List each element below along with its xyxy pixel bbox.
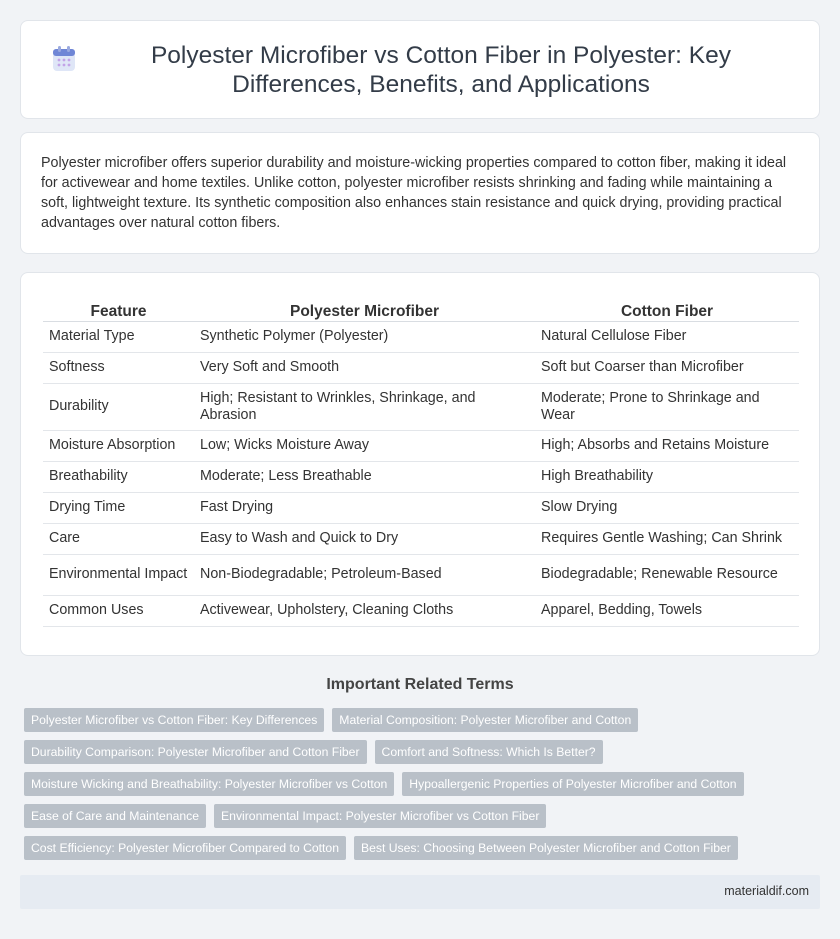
related-tag[interactable]: Ease of Care and Maintenance xyxy=(24,804,206,828)
cell-polyester: Synthetic Polymer (Polyester) xyxy=(194,321,535,352)
related-tag[interactable]: Hypoallergenic Properties of Polyester Microfiber and Cotton xyxy=(402,772,743,796)
related-tag[interactable]: Comfort and Softness: Which Is Better? xyxy=(375,740,603,764)
table-row xyxy=(43,554,799,595)
cell-polyester: Moderate; Less Breathable xyxy=(194,461,535,492)
footer-site-link[interactable]: materialdif.com xyxy=(724,884,809,898)
cell-cotton: Apparel, Bedding, Towels xyxy=(535,595,799,626)
comparison-card xyxy=(20,272,820,656)
cell-feature: Drying Time xyxy=(43,492,194,523)
related-tag[interactable]: Material Composition: Polyester Microfiber and Cotton xyxy=(332,708,638,732)
intro-card xyxy=(20,132,820,254)
related-terms-heading: Important Related Terms xyxy=(326,676,514,693)
cell-cotton: Natural Cellulose Fiber xyxy=(535,321,799,352)
cell-feature: Moisture Absorption xyxy=(43,430,194,461)
table-row xyxy=(43,430,799,461)
header-cotton: Cotton Fiber xyxy=(535,295,799,321)
cell-cotton: Requires Gentle Washing; Can Shrink xyxy=(535,523,799,554)
cell-polyester: Easy to Wash and Quick to Dry xyxy=(194,523,535,554)
table-row xyxy=(43,352,799,383)
intro-paragraph: Polyester microfiber offers superior durability and moisture-wicking properties compared to cotton fiber, making it ideal for activewear and home textiles. Unlike cotton, polyester microfiber resists shrinking and fading while maintaining a soft, lightweight texture. Its synthetic composition also enhances stain resistance and quick drying, providing practical advantages over natural cotton fibers. xyxy=(41,155,787,231)
cell-feature: Durability xyxy=(43,383,194,430)
cell-feature: Environmental Impact xyxy=(43,554,194,595)
table-row xyxy=(43,383,799,430)
table-row xyxy=(43,321,799,352)
cell-polyester: Very Soft and Smooth xyxy=(194,352,535,383)
cell-cotton: High Breathability xyxy=(535,461,799,492)
table-row xyxy=(43,492,799,523)
related-tag[interactable]: Durability Comparison: Polyester Microfiber and Cotton Fiber xyxy=(24,740,367,764)
cell-feature: Common Uses xyxy=(43,595,194,626)
cell-cotton: Slow Drying xyxy=(535,492,799,523)
comparison-table xyxy=(43,295,799,627)
table-row xyxy=(43,595,799,626)
cell-cotton: Soft but Coarser than Microfiber xyxy=(535,352,799,383)
cell-feature: Material Type xyxy=(43,321,194,352)
related-tag[interactable]: Environmental Impact: Polyester Microfiber vs Cotton Fiber xyxy=(214,804,546,828)
cell-cotton: High; Absorbs and Retains Moisture xyxy=(535,430,799,461)
related-tags xyxy=(24,708,824,868)
table-row xyxy=(43,461,799,492)
cell-polyester: Fast Drying xyxy=(194,492,535,523)
cell-cotton: Biodegradable; Renewable Resource xyxy=(535,554,799,595)
header-feature: Feature xyxy=(43,295,194,321)
cell-cotton: Moderate; Prone to Shrinkage and Wear xyxy=(535,383,799,430)
cell-feature: Softness xyxy=(43,352,194,383)
cell-feature: Care xyxy=(43,523,194,554)
related-tag[interactable]: Best Uses: Choosing Between Polyester Microfiber and Cotton Fiber xyxy=(354,836,738,860)
header-polyester: Polyester Microfiber xyxy=(194,295,535,321)
related-tag[interactable]: Cost Efficiency: Polyester Microfiber Compared to Cotton xyxy=(24,836,346,860)
table-header-row xyxy=(43,295,799,321)
cell-polyester: Activewear, Upholstery, Cleaning Cloths xyxy=(194,595,535,626)
cell-polyester: Non-Biodegradable; Petroleum-Based xyxy=(194,554,535,595)
related-tag[interactable]: Polyester Microfiber vs Cotton Fiber: Key Differences xyxy=(24,708,324,732)
table-row xyxy=(43,523,799,554)
related-tag[interactable]: Moisture Wicking and Breathability: Polyester Microfiber vs Cotton xyxy=(24,772,394,796)
footer xyxy=(20,875,820,909)
cell-polyester: High; Resistant to Wrinkles, Shrinkage, and Abrasion xyxy=(194,383,535,430)
cell-polyester: Low; Wicks Moisture Away xyxy=(194,430,535,461)
title-card xyxy=(20,20,820,119)
cell-feature: Breathability xyxy=(43,461,194,492)
page-title: Polyester Microfiber vs Cotton Fiber in Polyester: Key Differences, Benefits, and Applications xyxy=(150,41,732,98)
